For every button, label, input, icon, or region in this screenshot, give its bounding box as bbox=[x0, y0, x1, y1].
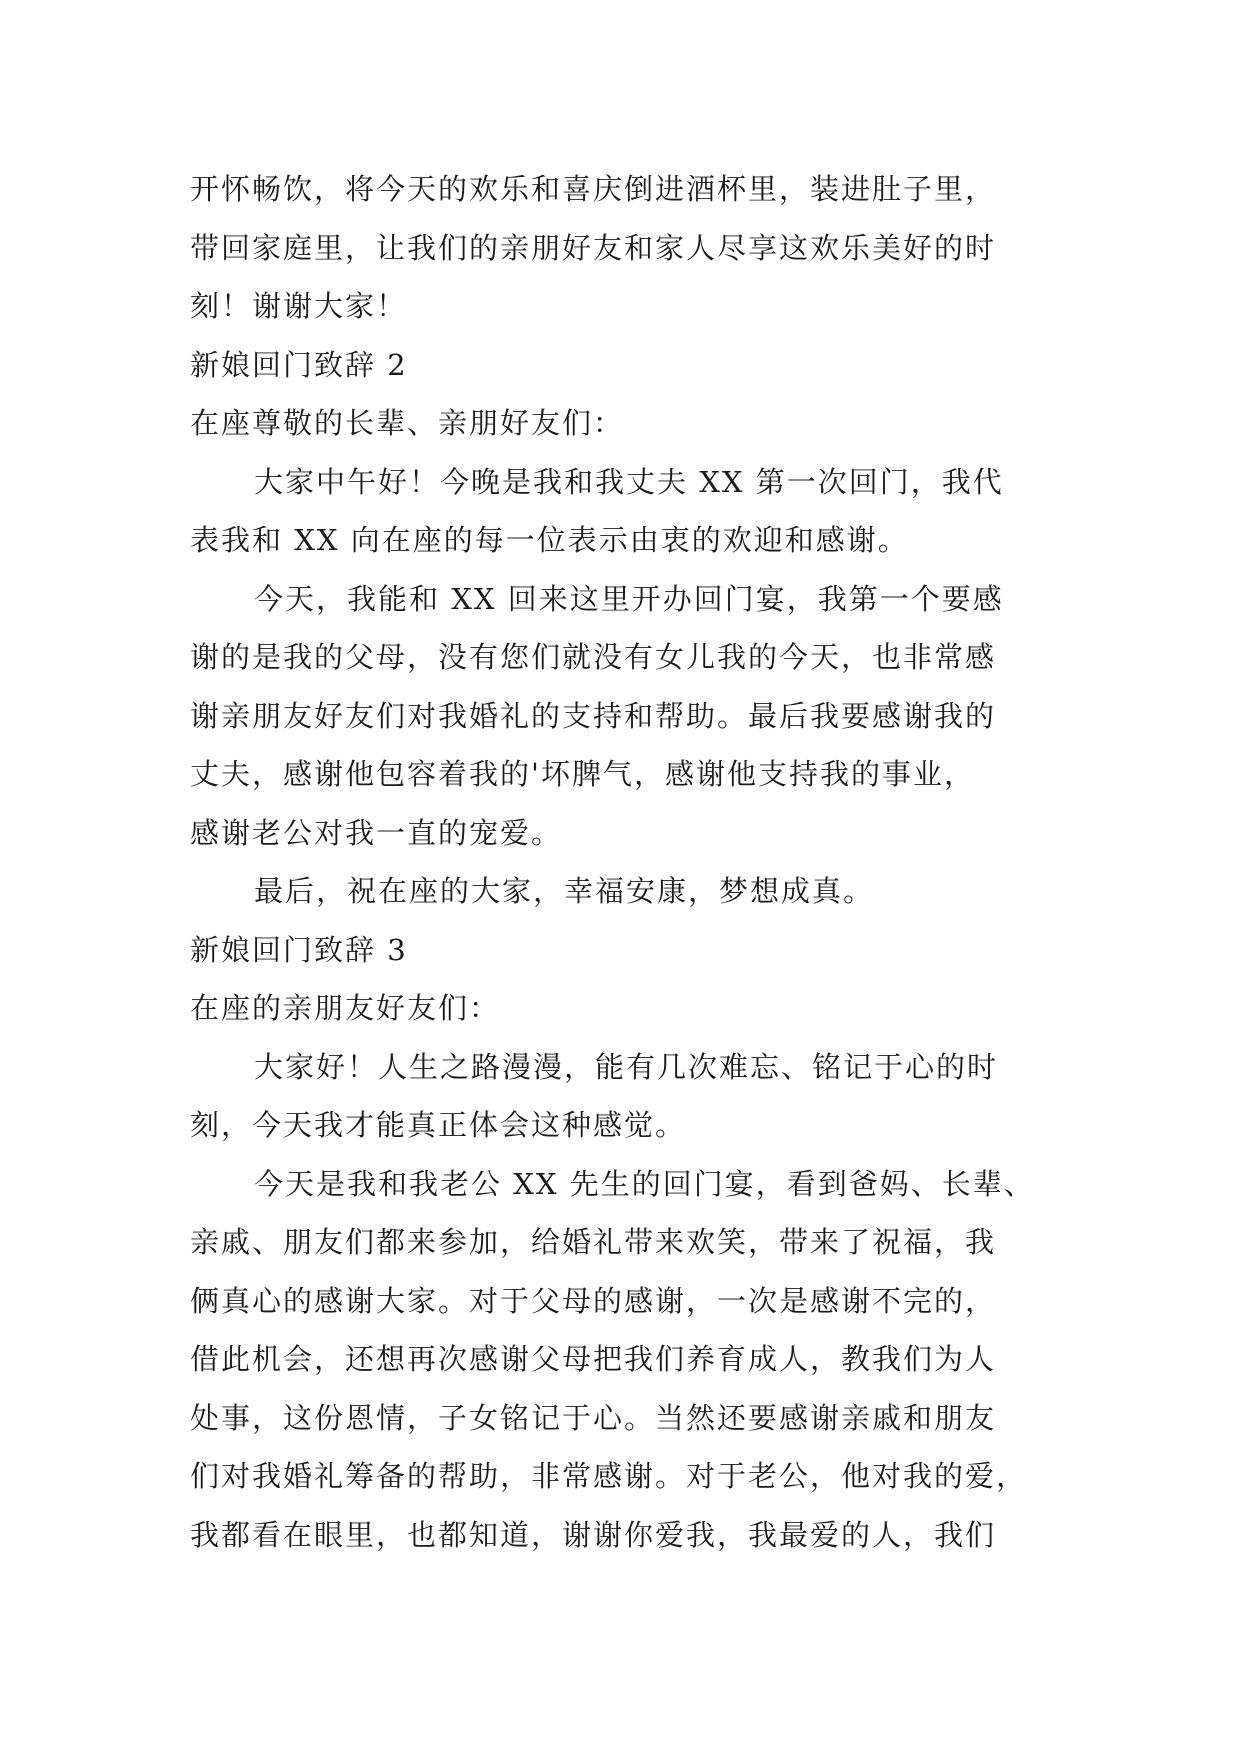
text-line: 们对我婚礼筹备的帮助，非常感谢。对于老公，他对我的爱， bbox=[190, 1459, 1028, 1493]
text-line: 表我和 XX 向在座的每一位表示由衷的欢迎和感谢。 bbox=[190, 523, 909, 557]
text-line: 大家好！人生之路漫漫，能有几次难忘、铭记于心的时 bbox=[254, 1049, 999, 1084]
text-line: 今天是我和我老公 XX 先生的回门宴，看到爸妈、长辈、 bbox=[254, 1166, 1035, 1201]
text-line: 大家中午好！今晚是我和我丈夫 XX 第一次回门，我代 bbox=[254, 464, 1004, 499]
text-line: 感谢老公对我一直的宠爱。 bbox=[190, 815, 563, 850]
text-line: 开怀畅饮，将今天的欢乐和喜庆倒进酒杯里，装进肚子里， bbox=[190, 172, 997, 206]
text-line: 谢的是我的父母，没有您们就没有女儿我的今天，也非常感 bbox=[190, 640, 997, 674]
text-line: 谢亲朋友好友们对我婚礼的支持和帮助。最后我要感谢我的 bbox=[190, 698, 997, 733]
text-line: 刻！谢谢大家！ bbox=[190, 289, 408, 323]
section-heading: 新娘回门致辞 2 bbox=[190, 347, 408, 382]
text-line: 最后，祝在座的大家，幸福安康，梦想成真。 bbox=[254, 874, 875, 908]
document-body bbox=[190, 160, 1070, 1564]
text-line: 借此机会，还想再次感谢父母把我们养育成人，教我们为人 bbox=[190, 1342, 997, 1376]
text-line: 俩真心的感谢大家。对于父母的感谢，一次是感谢不完的， bbox=[190, 1283, 997, 1318]
text-line: 刻，今天我才能真正体会这种感觉。 bbox=[190, 1108, 687, 1142]
salutation: 在座尊敬的长辈、亲朋好友们： bbox=[190, 406, 625, 440]
text-line: 处事，这份恩情，子女铭记于心。当然还要感谢亲戚和朋友 bbox=[190, 1400, 997, 1435]
salutation: 在座的亲朋友好友们： bbox=[190, 991, 501, 1025]
text-line: 带回家庭里，让我们的亲朋好友和家人尽享这欢乐美好的时 bbox=[190, 230, 997, 265]
text-line: 丈夫，感谢他包容着我的'坏脾气，感谢他支持我的事业， bbox=[190, 757, 975, 791]
text-line: 我都看在眼里，也都知道，谢谢你爱我，我最爱的人，我们 bbox=[190, 1517, 997, 1552]
text-line: 今天，我能和 XX 回来这里开办回门宴，我第一个要感 bbox=[254, 581, 1004, 616]
text-line: 亲戚、朋友们都来参加，给婚礼带来欢笑，带来了祝福，我 bbox=[190, 1225, 997, 1259]
section-heading: 新娘回门致辞 3 bbox=[190, 932, 408, 967]
